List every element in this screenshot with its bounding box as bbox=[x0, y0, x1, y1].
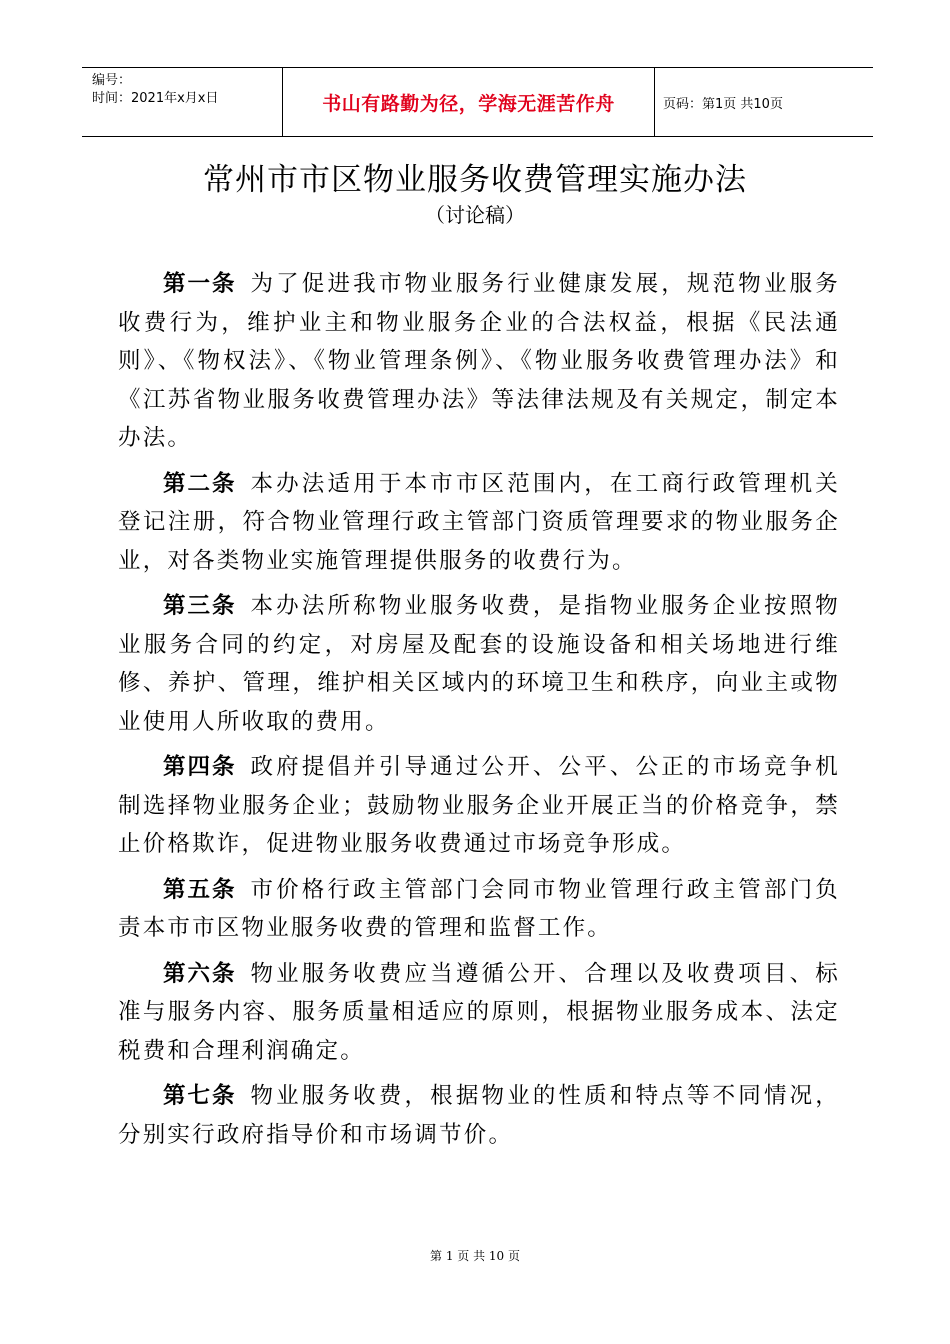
article-text: 为了促进我市物业服务行业健康发展，规范物业服务收费行为，维护业主和物业服务企业的合法权益，根据《民法通则》、《物权法》、《物业管理条例》、《物业服务收费管理办法》和《江苏省物业服务收费管理办法》等法律法规及有关规定，制定本办法。 bbox=[118, 271, 840, 451]
document-body bbox=[118, 265, 840, 1161]
document-title: 常州市市区物业服务收费管理实施办法 bbox=[203, 162, 747, 198]
article bbox=[118, 265, 840, 458]
page-footer: 第 1 页 共 10 页 bbox=[430, 1249, 520, 1263]
article-label: 第一条 bbox=[163, 271, 237, 297]
document-header bbox=[82, 67, 873, 137]
article bbox=[118, 587, 840, 741]
article-text: 本办法所称物业服务收费，是指物业服务企业按照物业服务合同的约定，对房屋及配套的设施设备和相关场地进行维修、养护、管理，维护相关区域内的环境卫生和秩序，向业主或物业使用人所收取的费用。 bbox=[118, 593, 840, 735]
article bbox=[118, 871, 840, 948]
article-label: 第七条 bbox=[163, 1083, 237, 1109]
header-page-info: 页码：第1页 共10页 bbox=[663, 96, 783, 112]
header-motto: 书山有路勤为径，学海无涯苦作舟 bbox=[322, 92, 615, 115]
article-label: 第四条 bbox=[163, 754, 237, 780]
article bbox=[118, 955, 840, 1071]
article bbox=[118, 748, 840, 864]
article-label: 第六条 bbox=[163, 960, 237, 987]
article-text: 物业服务收费应当遵循公开、合理以及收费项目、标准与服务内容、服务质量相适应的原则，根据物业服务成本、法定税费和合理利润确定。 bbox=[118, 960, 840, 1064]
article bbox=[118, 465, 840, 581]
number-label: 编号： bbox=[92, 73, 132, 88]
article-text: 市价格行政主管部门会同市物业管理行政主管部门负责本市市区物业服务收费的管理和监督工作。 bbox=[118, 876, 840, 941]
article-label: 第三条 bbox=[163, 593, 237, 619]
article-text: 本办法适用于本市市区范围内，在工商行政管理机关登记注册，符合物业管理行政主管部门资质管理要求的物业服务企业，对各类物业实施管理提供服务的收费行为。 bbox=[118, 470, 840, 574]
article-label: 第二条 bbox=[163, 470, 237, 497]
time-label: 时间：2021年x月x日 bbox=[92, 91, 219, 106]
article bbox=[118, 1077, 840, 1154]
article-text: 政府提倡并引导通过公开、公平、公正的市场竞争机制选择物业服务企业；鼓励物业服务企业开展正当的价格竞争，禁止价格欺诈，促进物业服务收费通过市场竞争形成。 bbox=[118, 754, 840, 857]
header-meta bbox=[82, 68, 282, 136]
document-subtitle: （讨论稿） bbox=[425, 203, 525, 227]
article-label: 第五条 bbox=[163, 876, 237, 903]
header-motto-cell bbox=[282, 68, 655, 136]
article-text: 物业服务收费，根据物业的性质和特点等不同情况，分别实行政府指导价和市场调节价。 bbox=[118, 1083, 840, 1148]
